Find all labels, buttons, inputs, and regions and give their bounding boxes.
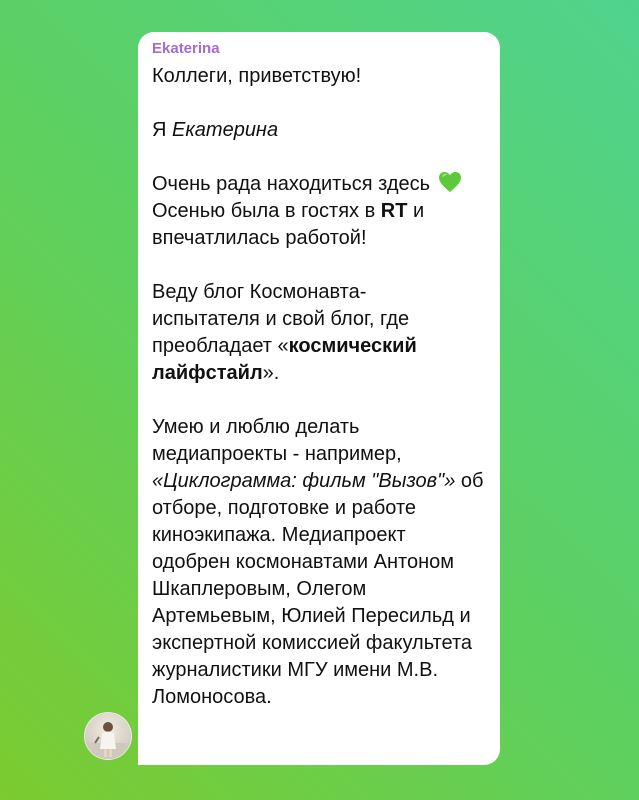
visit-line2-prefix: Осенью была в гостях в (152, 200, 381, 222)
message-paragraph-blog (152, 279, 486, 387)
sender-avatar[interactable] (84, 712, 132, 760)
media-project-title: «Циклограмма: фильм "Вызов"» (152, 470, 456, 492)
visit-line1: Очень рада находиться здесь (152, 173, 431, 195)
message-paragraph-visit (152, 171, 486, 252)
media-line1: Умею и люблю делать (152, 416, 360, 438)
green-heart-icon (438, 171, 462, 193)
blog-suffix: ». (262, 362, 280, 384)
intro-prefix: Я (152, 119, 172, 141)
intro-name: Екатерина (172, 119, 279, 141)
visit-line2-suffix: и (407, 200, 425, 222)
avatar-photo-icon (85, 713, 131, 759)
media-line2: медиапроекты - например, (152, 443, 402, 465)
blog-bold: космический лайфстайл (152, 335, 417, 384)
message-intro (152, 117, 486, 144)
message-paragraph-media (152, 414, 486, 711)
blog-line3-prefix: преобладает « (152, 335, 289, 357)
visit-line3: впечатлилась работой! (152, 227, 367, 249)
blog-line2: испытателя и свой блог, где (152, 308, 410, 330)
blog-line1: Веду блог Космонавта- (152, 281, 367, 303)
visit-rt: RT (380, 200, 408, 222)
sender-name[interactable]: Ekaterina (152, 40, 220, 57)
message-greeting: Коллеги, приветствую! (152, 65, 362, 87)
media-rest: об отборе, подготовке и работе киноэкипажа. Медиапроект одобрен космонавтами Антоном Шкаплеровым, Олегом Артемьевым, Юлией Пересильд и экспертной комиссией факультета журналистики МГУ имени М.В. Ломоносова. (152, 470, 484, 708)
message-bubble[interactable] (138, 32, 500, 765)
